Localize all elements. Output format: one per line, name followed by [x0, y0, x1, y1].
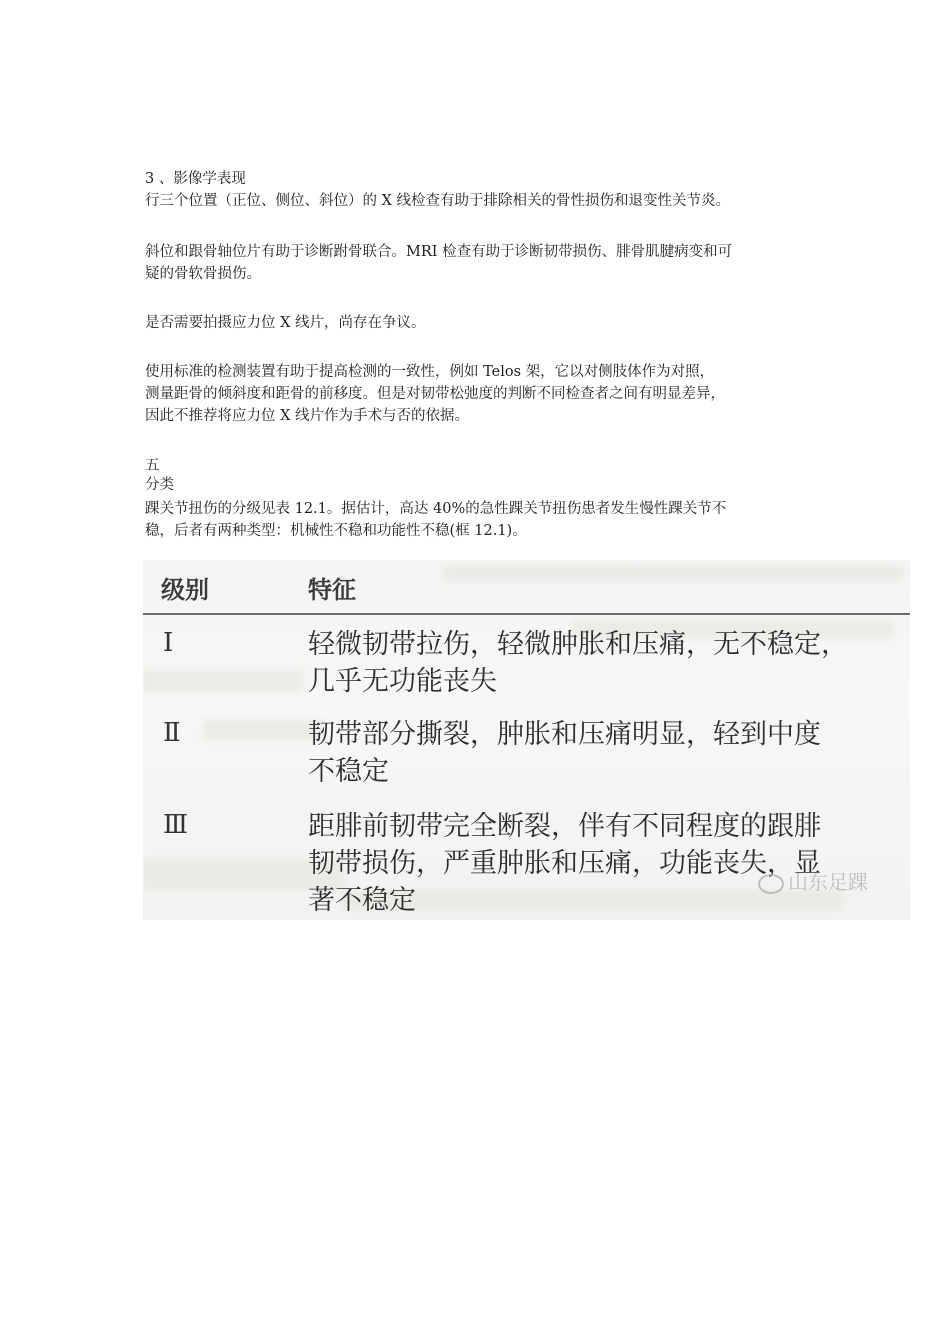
- feature-line: 几乎无功能丧失: [308, 666, 497, 697]
- feature-line: 距腓前韧带完全断裂，伴有不同程度的跟腓: [308, 811, 821, 842]
- watermark-text: 山东足踝: [788, 870, 868, 894]
- feature-cell: [308, 626, 848, 700]
- section-heading: 3 、影像学表现: [145, 171, 246, 187]
- table-divider: [143, 613, 910, 615]
- paragraph-line: 稳，后者有两种类型：机械性不稳和功能性不稳(框 12.1)。: [145, 523, 527, 539]
- table-header-feature: 特征: [308, 576, 356, 604]
- paragraph-line: 踝关节扭伤的分级见表 12.1。据估计，高达 40%的急性踝关节扭伤患者发生慢性踝关节不: [145, 501, 727, 517]
- feature-cell: [308, 716, 821, 790]
- paragraph-line: 因此不推荐将应力位 X 线片作为手术与否的依据。: [145, 408, 470, 424]
- paragraph-line: 测量距骨的倾斜度和距骨的前移度。但是对韧带松弛度的判断不同检查者之间有明显差异，: [145, 386, 725, 402]
- grade-cell: Ⅱ: [163, 718, 181, 748]
- feature-line: 轻微韧带拉伤，轻微肿胀和压痛，无不稳定，: [308, 629, 848, 660]
- feature-line: 著不稳定: [308, 885, 416, 916]
- grade-cell: Ⅲ: [163, 810, 189, 840]
- feature-cell: [308, 808, 821, 919]
- feature-line: 韧带部分撕裂，肿胀和压痛明显，轻到中度: [308, 719, 821, 750]
- wechat-icon: [758, 874, 784, 894]
- table-header-grade: 级别: [161, 576, 209, 604]
- paragraph-line: 斜位和跟骨轴位片有助于诊断跗骨联合。MRI 检查有助于诊断韧带损伤、腓骨肌腱病变和可: [145, 244, 733, 260]
- paragraph-line: 是否需要拍摄应力位 X 线片，尚存在争议。: [145, 315, 426, 331]
- paragraph-line: 使用标准的检测装置有助于提高检测的一致性，例如 Telos 架，它以对侧肢体作为对照，: [145, 364, 715, 380]
- paragraph-line: 疑的骨软骨损伤。: [145, 266, 261, 282]
- section-number: 五: [145, 458, 160, 474]
- paragraph-line: 行三个位置（正位、侧位、斜位）的 X 线检查有助于排除相关的骨性损伤和退变性关节炎。: [145, 193, 731, 209]
- grading-table-image: [143, 560, 910, 920]
- watermark: [758, 866, 868, 895]
- feature-line: 不稳定: [308, 756, 389, 787]
- section-title: 分类: [145, 477, 174, 493]
- feature-line: 韧带损伤，严重肿胀和压痛，功能丧失，显: [308, 848, 821, 879]
- grade-cell: Ⅰ: [163, 628, 174, 658]
